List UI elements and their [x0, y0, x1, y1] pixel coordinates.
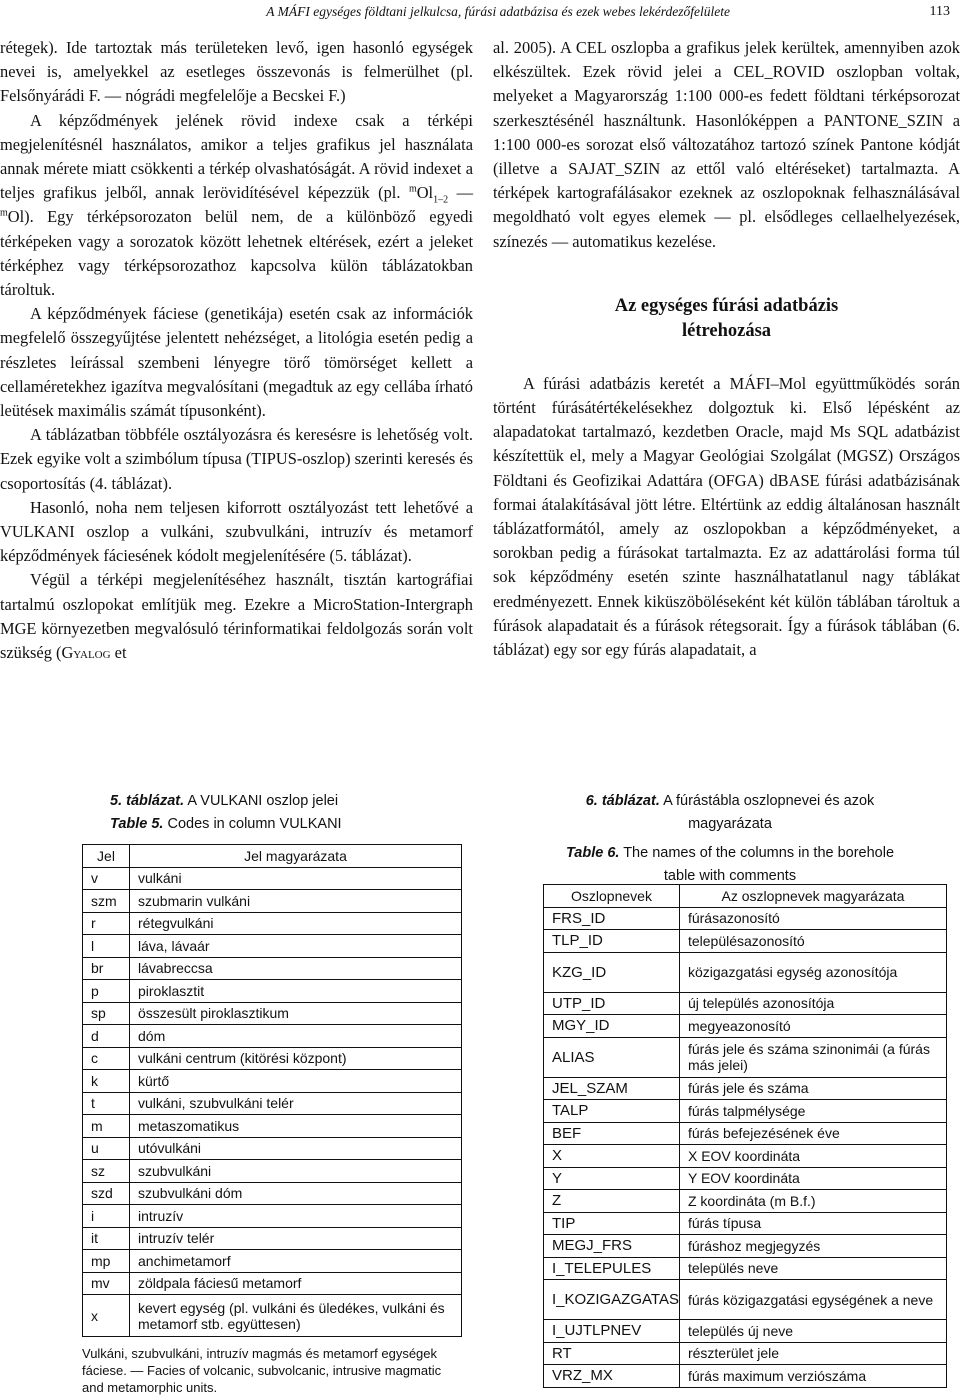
table-cell-code: k	[83, 1070, 130, 1093]
table-cell-description: településazonosító	[679, 930, 946, 953]
table-cell-code: sz	[83, 1160, 130, 1183]
table-cell-code: l	[83, 935, 130, 958]
table-row	[83, 1182, 462, 1205]
table-cell-description: szubvulkáni	[130, 1160, 462, 1183]
table-cell-description: fúráshoz megjegyzés	[679, 1235, 946, 1258]
paragraph: A táblázatban többféle osztályozásra és keresésre is lehetőség volt. Ezek egyike volt a szimbólum típusa (TIPUS-oszlop) szerinti keresés és csoportosítás (4. táblázat).	[0, 425, 473, 493]
table-row	[544, 1235, 947, 1258]
running-title: A MÁFI egységes földtani jelkulcsa, fúrási adatbázisa és ezek webes lekérdezőfelülete	[266, 4, 730, 19]
table5-header-jel: Jel	[83, 845, 130, 868]
table-row	[83, 1025, 462, 1048]
table-row	[83, 957, 462, 980]
table-row	[544, 1342, 947, 1365]
left-column	[0, 36, 473, 665]
table-cell-description: rétegvulkáni	[130, 912, 462, 935]
table-row	[544, 1077, 947, 1100]
table-cell-description: Z koordináta (m B.f.)	[679, 1190, 946, 1213]
table-cell-description: fúrás jele és száma szinonimái (a fúrás más jelei)	[679, 1037, 946, 1077]
table5	[82, 844, 462, 1337]
table-row	[544, 1100, 947, 1123]
table-cell-description: fúrás jele és száma	[679, 1077, 946, 1100]
running-head	[0, 4, 960, 24]
table-cell-description: település új neve	[679, 1320, 946, 1343]
table-row	[83, 1137, 462, 1160]
table5-header-magyarazat: Jel magyarázata	[130, 845, 462, 868]
table-cell-code: VRZ_MX	[544, 1365, 680, 1388]
table-cell-description: lávabreccsa	[130, 957, 462, 980]
table6-body	[544, 907, 947, 1387]
table-row	[83, 1002, 462, 1025]
paragraph: al. 2005). A CEL oszlopba a grafikus jelek kerültek, amennyiben azok elkészültek. Ezek rövid jelei a CEL_ROVID oszlopban voltak, melyeket a Magyarország 1:100 000-es fedett földtani térképsorozat szerkesztésénél használtunk. Hasonlóképpen a PANTONE_SZIN a 1:100 000-es sorozat első változatához tartozó színek Pantone kódját (illetve a SAJAT_SZIN az ettől való eltéréseket) tartalmazta. A térképek kartografálásakor ezeknek az oszlopoknak felhasználásával megoldható volt egyes elemek — pl. elsődleges cellaelhelyezések, színezés — automatikus kezelése.	[493, 38, 960, 251]
table-cell-code: MGY_ID	[544, 1015, 680, 1038]
table-row	[544, 1037, 947, 1077]
table-row	[544, 1122, 947, 1145]
table-cell-description: részterület jele	[679, 1342, 946, 1365]
paragraph: Hasonló, noha nem teljesen kiforrott osztályozást tett lehetővé a VULKANI oszlop a vulkáni, szubvulkáni, intruzív és metamorf képződmények fáciesének kódolt megjelenítésére (5. táblázat).	[0, 497, 473, 566]
table-cell-description: metaszomatikus	[130, 1115, 462, 1138]
right-column	[493, 36, 960, 662]
table-row	[83, 890, 462, 913]
table-row	[83, 1250, 462, 1273]
table-cell-description: fúrás befejezésének éve	[679, 1122, 946, 1145]
table-cell-description: fúrás típusa	[679, 1212, 946, 1235]
table-cell-code: mp	[83, 1250, 130, 1273]
table-cell-code: it	[83, 1227, 130, 1250]
table-row	[544, 907, 947, 930]
table-row	[544, 1212, 947, 1235]
table-cell-description: dóm	[130, 1025, 462, 1048]
table-cell-description: kürtő	[130, 1070, 462, 1093]
table-cell-description: intruzív	[130, 1205, 462, 1228]
table-cell-code: I_KOZIGAZGATAS	[544, 1280, 680, 1320]
table-row	[544, 1145, 947, 1168]
table-cell-description: szubmarin vulkáni	[130, 890, 462, 913]
table-cell-code: ALIAS	[544, 1037, 680, 1077]
table-row	[83, 1205, 462, 1228]
table-row	[83, 912, 462, 935]
table-cell-description: láva, lávaár	[130, 935, 462, 958]
table-cell-description: megyeazonosító	[679, 1015, 946, 1038]
table-cell-code: MEGJ_FRS	[544, 1235, 680, 1258]
table-cell-description: összesült piroklasztikum	[130, 1002, 462, 1025]
table-cell-description: fúrás maximum verziószáma	[679, 1365, 946, 1388]
table-cell-description: X EOV koordináta	[679, 1145, 946, 1168]
table-cell-code: TLP_ID	[544, 930, 680, 953]
paragraph: rétegek). Ide tartoztak más területeken levő, igen hasonló egységek nevei is, amelyekkel az esetleges összevonás is felmerülhet (pl. Felsőnyárádi F. — nógrádi megfelelője a Becskei F.)	[0, 38, 473, 106]
table-row	[544, 1320, 947, 1343]
table-cell-code: v	[83, 867, 130, 890]
table-cell-code: JEL_SZAM	[544, 1077, 680, 1100]
table5-body	[83, 867, 462, 1337]
table-cell-description: utóvulkáni	[130, 1137, 462, 1160]
table-cell-code: c	[83, 1047, 130, 1070]
table5-caption: 5. táblázat. A VULKANI oszlop jelei Table 5. Codes in column VULKANI	[110, 793, 342, 832]
table5-note: Vulkáni, szubvulkáni, intruzív magmás és metamorf egységek fáciese. — Facies of volcanic, subvolcanic, intrusive magmatic and metamorphic units.	[82, 1346, 442, 1395]
table-cell-code: d	[83, 1025, 130, 1048]
table-row	[544, 930, 947, 953]
table-cell-description: település neve	[679, 1257, 946, 1280]
table-row	[544, 1365, 947, 1388]
table-cell-description: kevert egység (pl. vulkáni és üledékes, vulkáni és metamorf stb. együttesen)	[130, 1295, 462, 1337]
table6-caption: 6. táblázat. A fúrástábla oszlopnevei és azok magyarázata Table 6. The names of the columns in the borehole table with comments	[565, 793, 895, 884]
table6-header-oszlopnevek: Oszlopnevek	[544, 885, 680, 908]
table-row	[544, 952, 947, 992]
table-cell-code: i	[83, 1205, 130, 1228]
table-cell-description: szubvulkáni dóm	[130, 1182, 462, 1205]
table-cell-code: X	[544, 1145, 680, 1168]
table-cell-description: Y EOV koordináta	[679, 1167, 946, 1190]
table-cell-code: szm	[83, 890, 130, 913]
table-row	[83, 1295, 462, 1337]
table-cell-code: sp	[83, 1002, 130, 1025]
table-cell-code: Z	[544, 1190, 680, 1213]
table-row	[83, 935, 462, 958]
table-row	[83, 1160, 462, 1183]
table-row	[83, 1047, 462, 1070]
table-cell-code: r	[83, 912, 130, 935]
table-row	[544, 1167, 947, 1190]
table-row	[544, 1280, 947, 1320]
paragraph: A képződmények jelének rövid indexe csak a térképi megjelenítésnél használatos, amikor a teljes grafikus jel használata annak mérete miatt csökkenti a térkép olvashatóságát. A rövid indexet a teljes grafikus jelből, annak lerövidítésével képezzük (pl. $^mOl_{1-2}$ — $^m$Ol). Egy térképsorozaton belül nem, de a különböző egyedi térképeken vagy a sorozatok között lehetnek eltérések, ezért a jeleket térképhez vagy térképsorozathoz kapcsolva külön táblázatokban tároltuk.	[0, 110, 473, 300]
table-cell-description: fúrás talpmélysége	[679, 1100, 946, 1123]
table-row	[83, 980, 462, 1003]
table-cell-code: br	[83, 957, 130, 980]
table-cell-description: vulkáni	[130, 867, 462, 890]
table-cell-code: u	[83, 1137, 130, 1160]
table-row	[83, 867, 462, 890]
paragraph: A képződmények fáciese (genetikája) esetén csak az információk megfelelő összegyűjtése jelentett nehézséget, a litológia esetén pedig a részletes leírással szembeni lényegre törő tömörséget kellett a cellaméretekhez igazítva megvalósítani (megadtuk az egy cellába írható leütések maximális számát típusonként).	[0, 304, 473, 421]
table-cell-description: vulkáni, szubvulkáni telér	[130, 1092, 462, 1115]
table-cell-code: I_UJTLPNEV	[544, 1320, 680, 1343]
table-cell-description: közigazgatási egység azonosítója	[679, 952, 946, 992]
table-cell-description: intruzív telér	[130, 1227, 462, 1250]
table-cell-code: KZG_ID	[544, 952, 680, 992]
table-row	[83, 1070, 462, 1093]
table-cell-description: új település azonosítója	[679, 992, 946, 1015]
table-cell-code: BEF	[544, 1122, 680, 1145]
section-heading: Az egységes fúrási adatbázis létrehozása	[614, 295, 839, 341]
table-cell-code: t	[83, 1092, 130, 1115]
table-cell-code: szd	[83, 1182, 130, 1205]
table-cell-description: fúrás közigazgatási egységének a neve	[679, 1280, 946, 1320]
table-cell-code: I_TELEPULES	[544, 1257, 680, 1280]
table-row	[544, 1190, 947, 1213]
table-cell-description: fúrásazonosító	[679, 907, 946, 930]
page-number: 113	[929, 4, 950, 19]
paragraph: A fúrási adatbázis keretét a MÁFI–Mol együttműködés során történt fúrásátértékelésekhez dolgoztuk ki. Első lépésként az alapadatokat tartalmazó, kezdetben Oracle, majd Ms SQL adatbázist készítettük el, mely a Magyar Geológiai Szolgálat (MGSZ) Országos Földtani és Geofizikai Adattára (OFGA) dBASE fúrási adatbázisának formai átalakításával jött létre. Eltértünk az eddig általánosan használt táblázatformától, amely az oszlopokban a képződményeket, a sorokban pedig a fúrásokat tartalmazta. Ez az adattárolási forma túl sok képződmény esetén szinte használhatatlanul nagy táblákat eredményezett. Ennek kiküszöböléseként két külön táblában tároltuk a fúrások alapadatait és a fúrások rétegsorait. Így a fúrások táblában (6. táblázat) egy sor egy fúrás alapadatait, a	[493, 373, 960, 660]
table-cell-code: FRS_ID	[544, 907, 680, 930]
table6	[543, 884, 947, 1388]
table-row	[83, 1272, 462, 1295]
table-cell-description: anchimetamorf	[130, 1250, 462, 1273]
table-cell-description: zöldpala fáciesű metamorf	[130, 1272, 462, 1295]
table-cell-code: TIP	[544, 1212, 680, 1235]
table-cell-code: mv	[83, 1272, 130, 1295]
table6-header-magyarazat: Az oszlopnevek magyarázata	[679, 885, 946, 908]
table-row	[83, 1092, 462, 1115]
table-cell-code: x	[83, 1295, 130, 1337]
table-row	[544, 1015, 947, 1038]
table-cell-code: UTP_ID	[544, 992, 680, 1015]
table-cell-description: piroklasztit	[130, 980, 462, 1003]
table-row	[83, 1227, 462, 1250]
table-row	[544, 1257, 947, 1280]
paragraph: Végül a térképi megjelenítéséhez használt, tisztán kartográfiai tartalmú oszlopokat említjük meg. Ezekre a MicroStation-Intergraph MGE környezetben megvalósuló térinformatikai feldolgozás során volt szükség (Gyalog et	[0, 570, 473, 663]
table-cell-description: vulkáni centrum (kitörési központ)	[130, 1047, 462, 1070]
table-cell-code: TALP	[544, 1100, 680, 1123]
table-cell-code: Y	[544, 1167, 680, 1190]
table-row	[544, 992, 947, 1015]
table-cell-code: m	[83, 1115, 130, 1138]
table-row	[83, 1115, 462, 1138]
table-cell-code: RT	[544, 1342, 680, 1365]
table-cell-code: p	[83, 980, 130, 1003]
